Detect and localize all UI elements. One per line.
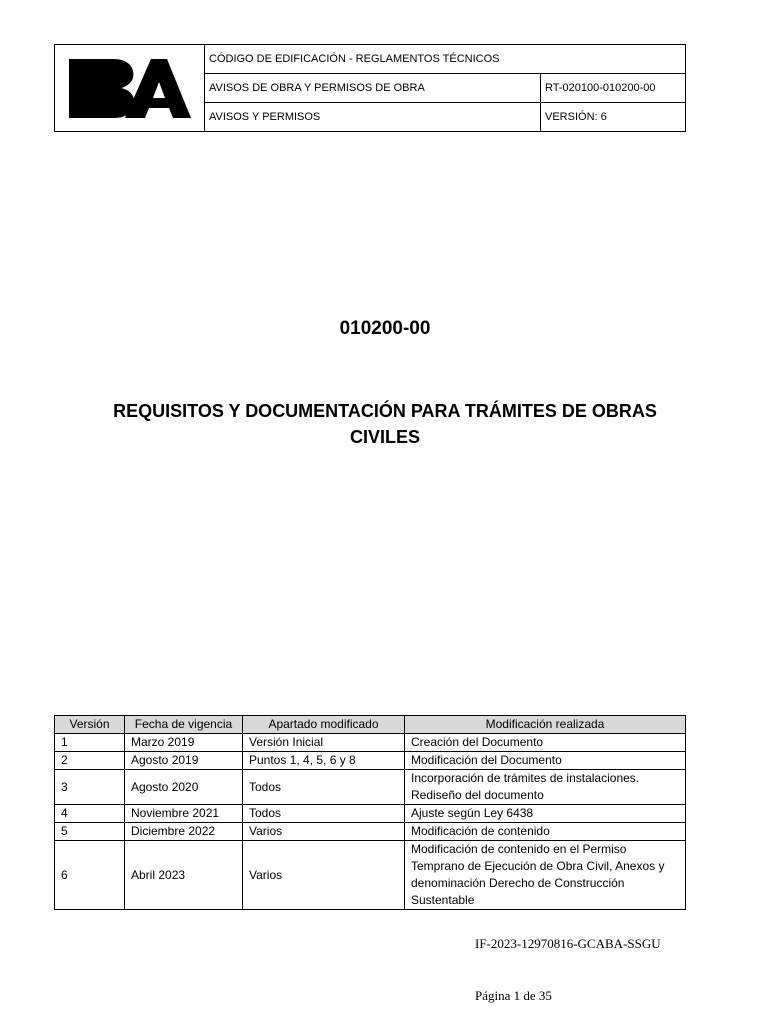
ba-logo [55,45,205,132]
document-title: REQUISITOS Y DOCUMENTACIÓN PARA TRÁMITES DE OBRAS CIVILES [113,401,657,447]
cell-date: Abril 2023 [125,841,243,910]
cell-section: Varios [243,823,405,841]
col-header-version: Versión [55,716,125,734]
cell-date: Diciembre 2022 [125,823,243,841]
versions-table [54,715,686,910]
header-line1: CÓDIGO DE EDIFICACIÓN - REGLAMENTOS TÉCNICOS [205,45,686,74]
col-header-date: Fecha de vigencia [125,716,243,734]
cell-change: Modificación del Documento [405,752,686,770]
cell-version: 3 [55,770,125,805]
header-line2: AVISOS DE OBRA Y PERMISOS DE OBRA [205,74,541,103]
cell-change: Modificación de contenido [405,823,686,841]
cell-change: Creación del Documento [405,734,686,752]
col-header-change: Modificación realizada [405,716,686,734]
cell-date: Marzo 2019 [125,734,243,752]
table-row [55,841,686,910]
cell-section: Todos [243,770,405,805]
table-row [55,734,686,752]
page-number: Página 1 de 35 [475,988,552,1003]
ba-logo-icon [67,56,193,120]
cell-change: Incorporación de trámites de instalaciones. Rediseño del documento [405,770,686,805]
cell-change: Ajuste según Ley 6438 [405,805,686,823]
table-row [55,805,686,823]
cell-date: Noviembre 2021 [125,805,243,823]
cell-version: 1 [55,734,125,752]
col-header-section: Apartado modificado [243,716,405,734]
cell-section: Varios [243,841,405,910]
cell-version: 6 [55,841,125,910]
table-row [55,823,686,841]
document-id: IF-2023-12970816-GCABA-SSGU [475,936,661,951]
header-code: RT-020100-010200-00 [541,74,686,103]
cell-version: 5 [55,823,125,841]
table-row [55,752,686,770]
table-row [55,770,686,805]
cell-date: Agosto 2020 [125,770,243,805]
cell-version: 2 [55,752,125,770]
cell-section: Versión Inicial [243,734,405,752]
cell-version: 4 [55,805,125,823]
header-version: VERSIÓN: 6 [541,103,686,132]
document-code-title: 010200-00 [339,318,431,339]
cell-change: Modificación de contenido en el Permiso Temprano de Ejecución de Obra Civil, Anexos y denominación Derecho de Construcción Sustentable [405,841,686,910]
header-line3: AVISOS Y PERMISOS [205,103,541,132]
cell-section: Puntos 1, 4, 5, 6 y 8 [243,752,405,770]
versions-table-header [55,716,686,734]
cell-section: Todos [243,805,405,823]
cell-date: Agosto 2019 [125,752,243,770]
document-header [54,44,686,132]
